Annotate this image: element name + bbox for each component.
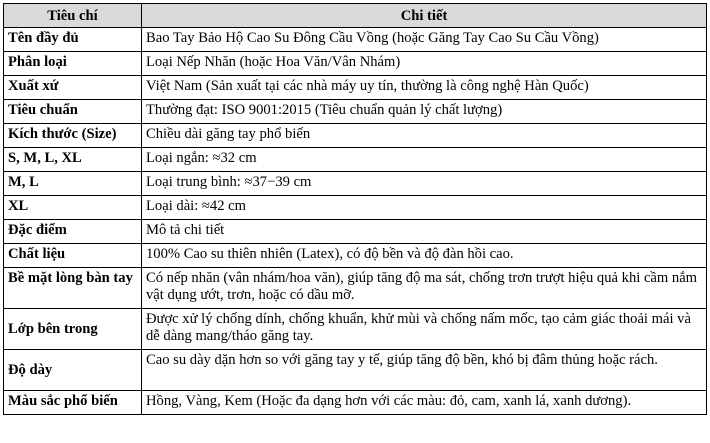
- row-value: Thường đạt: ISO 9001:2015 (Tiêu chuẩn quản lý chất lượng): [142, 100, 707, 124]
- row-value: Mô tả chi tiết: [142, 220, 707, 244]
- header-details: Chi tiết: [142, 4, 707, 28]
- row-label: Bề mặt lòng bàn tay: [4, 268, 142, 309]
- row-value: Cao su dày dặn hơn so với găng tay y tế, giúp tăng độ bền, khó bị đâm thủng hoặc rách.: [142, 350, 707, 391]
- row-value: Hồng, Vàng, Kem (Hoặc đa dạng hơn với các màu: đỏ, cam, xanh lá, xanh dương).: [142, 391, 707, 415]
- table-row: [4, 244, 707, 268]
- header-row: [4, 4, 707, 28]
- table-row: [4, 196, 707, 220]
- row-label: Kích thước (Size): [4, 124, 142, 148]
- row-label: Xuất xứ: [4, 76, 142, 100]
- row-label: Tên đầy đủ: [4, 28, 142, 52]
- table-row: [4, 100, 707, 124]
- row-label: Màu sắc phổ biến: [4, 391, 142, 415]
- table-row: [4, 76, 707, 100]
- row-label: Phân loại: [4, 52, 142, 76]
- table-row: [4, 350, 707, 391]
- spec-table: [3, 3, 707, 415]
- row-value: Được xử lý chống dính, chống khuẩn, khử mùi và chống nấm mốc, tạo cảm giác thoải mái và dễ dàng mang/tháo găng tay.: [142, 309, 707, 350]
- row-value: Loại ngắn: ≈32 cm: [142, 148, 707, 172]
- table-row: [4, 148, 707, 172]
- row-value: 100% Cao su thiên nhiên (Latex), có độ bền và độ đàn hồi cao.: [142, 244, 707, 268]
- row-value: Loại trung bình: ≈37−39 cm: [142, 172, 707, 196]
- table-row: [4, 220, 707, 244]
- row-value: Loại dài: ≈42 cm: [142, 196, 707, 220]
- row-value: Chiều dài găng tay phổ biến: [142, 124, 707, 148]
- row-label: XL: [4, 196, 142, 220]
- row-label: Tiêu chuẩn: [4, 100, 142, 124]
- row-label: M, L: [4, 172, 142, 196]
- row-value: Việt Nam (Sản xuất tại các nhà máy uy tín, thường là công nghệ Hàn Quốc): [142, 76, 707, 100]
- row-label: Chất liệu: [4, 244, 142, 268]
- table-row: [4, 309, 707, 350]
- row-value: Loại Nếp Nhăn (hoặc Hoa Văn/Vân Nhám): [142, 52, 707, 76]
- row-label: Lớp bên trong: [4, 309, 142, 350]
- table-row: [4, 172, 707, 196]
- row-value: Có nếp nhăn (vân nhám/hoa văn), giúp tăng độ ma sát, chống trơn trượt hiệu quả khi cầm nắm vật dụng ướt, trơn, hoặc có dầu mỡ.: [142, 268, 707, 309]
- table-row: [4, 124, 707, 148]
- table-row: [4, 391, 707, 415]
- row-label: Đặc điểm: [4, 220, 142, 244]
- row-label: Độ dày: [4, 350, 142, 391]
- table-row: [4, 268, 707, 309]
- row-value: Bao Tay Bảo Hộ Cao Su Đông Cầu Vồng (hoặc Găng Tay Cao Su Cầu Vồng): [142, 28, 707, 52]
- table-row: [4, 28, 707, 52]
- row-label: S, M, L, XL: [4, 148, 142, 172]
- table-row: [4, 52, 707, 76]
- header-criteria: Tiêu chí: [4, 4, 142, 28]
